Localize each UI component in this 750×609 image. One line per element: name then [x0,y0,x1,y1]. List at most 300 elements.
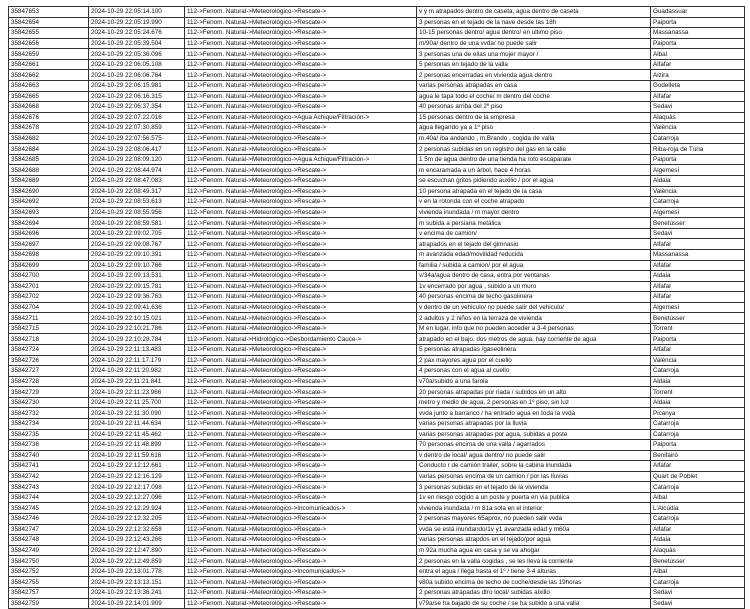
municipality-cell: Quart de Poblet [651,471,745,482]
category-cell: 112->Fenom. Natural->Meteorológico->Rescate-> [185,429,417,440]
table-row [9,471,745,482]
incident-id-cell: 35842747 [9,524,89,535]
incident-id-cell: 35842729 [9,387,89,398]
timestamp-cell: 2024-10-29 22:11:25.700 [89,397,185,408]
timestamp-cell: 2024-10-29 22:08:49.317 [89,186,185,197]
category-cell: 112->Fenom. Natural->Meteorológico->Rescate-> [185,366,417,377]
timestamp-cell: 2024-10-29 22:05:39.504 [89,38,185,49]
timestamp-cell: 2024-10-29 22:10:28.784 [89,334,185,345]
incident-id-cell: 35842689 [9,176,89,187]
table-row [9,292,745,303]
description-cell: v encima de camión/ [417,228,651,239]
category-cell: 112->Fenom. Natural->Meteorológico->Rescate-> [185,70,417,81]
timestamp-cell: 2024-10-29 22:11:20.982 [89,366,185,377]
category-cell: 112->Fenom. Natural->Meteorológico->Rescate-> [185,28,417,39]
timestamp-cell: 2024-10-29 22:07:56.575 [89,133,185,144]
description-cell: v80a subido encima de techo de coche/desde las 19horas [417,577,651,588]
description-cell: 2 personas mayores 65aprox, no pueden salir vvda [417,514,651,525]
municipality-cell: Benetússer [651,556,745,567]
category-cell: 112->Fenom. Natural->Meteorológico->Rescate-> [185,281,417,292]
municipality-cell: Sedavi [651,587,745,598]
municipality-cell: Paiporta [651,38,745,49]
incident-id-cell: 35842741 [9,461,89,472]
incident-id-cell: 35842700 [9,271,89,282]
table-row [9,186,745,197]
table-row [9,302,745,313]
incident-table-body [9,7,745,609]
timestamp-cell: 2024-10-29 22:05:14.100 [89,7,185,18]
category-cell: 112->Fenom. Natural->Meteorológico->Rescate-> [185,535,417,546]
category-cell: 112->Fenom. Natural->Meteorológico->Rescate-> [185,492,417,503]
table-row [9,281,745,292]
category-cell: 112->Fenom. Natural->Meteorológico->Rescate-> [185,49,417,60]
incident-id-cell: 35842662 [9,70,89,81]
table-row [9,514,745,525]
description-cell: varias personas atrapadas por agua, subidas a poste [417,429,651,440]
municipality-cell: Albal [651,492,745,503]
incident-id-cell: 35842757 [9,587,89,598]
municipality-cell: Catarroja [651,482,745,493]
table-row [9,133,745,144]
municipality-cell: Albal [651,566,745,577]
municipality-cell: Paiporta [651,154,745,165]
table-row [9,461,745,472]
category-cell: 112->Fenom. Natural->Meteorológico->Rescate-> [185,80,417,91]
description-cell: agua le tapa todo el coche/ m dentro del coche [417,91,651,102]
timestamp-cell: 2024-10-29 22:12:29.924 [89,503,185,514]
incident-id-cell: 35842665 [9,91,89,102]
municipality-cell: Sedavi [651,598,745,609]
municipality-cell: Godelleta [651,80,745,91]
category-cell: 112->Fenom. Natural->Meteorológico->Agua Achique/Filtración-> [185,154,417,165]
municipality-cell: Algemesí [651,302,745,313]
incident-id-cell: 35842699 [9,260,89,271]
description-cell: v dentro de un vehiculo/ no puede salir del vehiculo/ [417,302,651,313]
category-cell: 112->Fenom. Natural->Meteorológico->Rescate-> [185,176,417,187]
municipality-cell: Catarroja [651,429,745,440]
table-row [9,545,745,556]
incident-id-cell: 35842715 [9,323,89,334]
category-cell: 112->Fenom. Natural->Meteorológico->Rescate-> [185,249,417,260]
description-cell: 1v en riesgo cogido a un poste y puerta en via publica [417,492,651,503]
timestamp-cell: 2024-10-29 22:09:10.391 [89,249,185,260]
timestamp-cell: 2024-10-29 22:08:59.581 [89,218,185,229]
table-row [9,535,745,546]
category-cell: 112->Fenom. Natural->Meteorológico->Rescate-> [185,397,417,408]
table-row [9,397,745,408]
category-cell: 112->Fenom. Natural->Meteorológico->Rescate-> [185,376,417,387]
table-row [9,524,745,535]
municipality-cell: Alfafar [651,345,745,356]
category-cell: 112->Fenom. Natural->Meteorológico->Rescate-> [185,186,417,197]
table-row [9,429,745,440]
incident-id-cell: 35842692 [9,197,89,208]
description-cell: 4 personas con el agua al cuello [417,366,651,377]
municipality-cell: Aldaia [651,535,745,546]
incident-id-cell: 35842682 [9,133,89,144]
table-row [9,80,745,91]
municipality-cell: Algemesí [651,207,745,218]
municipality-cell: Catarroja [651,133,745,144]
timestamp-cell: 2024-10-29 22:06:06.764 [89,70,185,81]
incident-id-cell: 35842656 [9,38,89,49]
timestamp-cell: 2024-10-29 22:06:15.981 [89,80,185,91]
category-cell: 112->Fenom. Natural->Meteorológico->Rescate-> [185,323,417,334]
table-row [9,102,745,113]
timestamp-cell: 2024-10-29 22:12:12.661 [89,461,185,472]
incident-id-cell: 35842743 [9,482,89,493]
timestamp-cell: 2024-10-29 22:09:10.766 [89,260,185,271]
municipality-cell: Paiporta [651,334,745,345]
timestamp-cell: 2024-10-29 22:06:16.315 [89,91,185,102]
category-cell: 112->Fenom. Natural->Meteorológico->Rescate-> [185,260,417,271]
municipality-cell: Alfafar [651,461,745,472]
timestamp-cell: 2024-10-29 22:09:36.763 [89,292,185,303]
incident-id-cell: 35842696 [9,228,89,239]
category-cell: 112->Fenom. Natural->Meteorológico->Rescate-> [185,598,417,609]
incident-id-cell: 35842684 [9,144,89,155]
table-row [9,207,745,218]
incident-id-cell: 35842732 [9,408,89,419]
timestamp-cell: 2024-10-29 22:09:02.705 [89,228,185,239]
table-row [9,112,745,123]
description-cell: 10-15 personas dentro/ agua dentro/ en ultimo piso [417,28,651,39]
municipality-cell: Alfafar [651,239,745,250]
category-cell: 112->Fenom. Natural->Hidrológico->Desbordamiento Cauce-> [185,334,417,345]
table-row [9,323,745,334]
table-row [9,249,745,260]
incident-id-cell: 35842701 [9,281,89,292]
timestamp-cell: 2024-10-29 22:08:06.417 [89,144,185,155]
municipality-cell: Catarroja [651,514,745,525]
table-row [9,345,745,356]
description-cell: Conducto r de camión trailer, sobre la cabina inundada [417,461,651,472]
municipality-cell: Aldaia [651,176,745,187]
incident-id-cell: 35842693 [9,207,89,218]
category-cell: 112->Fenom. Natural->Meteorológico->Rescate-> [185,218,417,229]
incident-id-cell: 35842734 [9,418,89,429]
timestamp-cell: 2024-10-29 22:13:13.151 [89,577,185,588]
municipality-cell: Riba-roja de Túria [651,144,745,155]
municipality-cell: Catarroja [651,577,745,588]
description-cell: m 92a mucha agua en casa y se va ahogar [417,545,651,556]
category-cell: 112->Fenom. Natural->Meteorológico->Rescate-> [185,271,417,282]
table-row [9,334,745,345]
description-cell: vivienda inundada / m mayor dentro [417,207,651,218]
timestamp-cell: 2024-10-29 22:12:43.266 [89,535,185,546]
description-cell: 40 personas encima de techo gasolinera [417,292,651,303]
table-row [9,587,745,598]
timestamp-cell: 2024-10-29 22:11:45.462 [89,429,185,440]
timestamp-cell: 2024-10-29 22:05:36.096 [89,49,185,60]
timestamp-cell: 2024-10-29 22:06:37.354 [89,102,185,113]
description-cell: varias personas atrapadas en casa [417,80,651,91]
incident-id-cell: 35842730 [9,397,89,408]
category-cell: 112->Fenom. Natural->Meteorológico->Rescate-> [185,418,417,429]
table-row [9,123,745,134]
timestamp-cell: 2024-10-29 22:11:30.090 [89,408,185,419]
incident-id-cell: 35842655 [9,28,89,39]
table-row [9,239,745,250]
description-cell: atrapado en el bajo. dos metros de agua. hay corriente de agua [417,334,651,345]
timestamp-cell: 2024-10-29 22:14:01.909 [89,598,185,609]
timestamp-cell: 2024-10-29 22:12:16.129 [89,471,185,482]
timestamp-cell: 2024-10-29 22:05:19.990 [89,17,185,28]
description-cell: m/90a/ dentro de una vvda/ no puede salir [417,38,651,49]
timestamp-cell: 2024-10-29 22:09:08.767 [89,239,185,250]
timestamp-cell: 2024-10-29 22:11:17.179 [89,355,185,366]
description-cell: varias personas atrapdos en el tejado/por agua [417,535,651,546]
incident-id-cell: 35842752 [9,566,89,577]
table-row [9,482,745,493]
incident-id-cell: 35842724 [9,345,89,356]
municipality-cell: València [651,355,745,366]
municipality-cell: Catarroja [651,197,745,208]
table-row [9,7,745,18]
table-row [9,492,745,503]
description-cell: vivienda inundada / m 81a sola en el interior [417,503,651,514]
category-cell: 112->Fenom. Natural->Meteorológico->Rescate-> [185,450,417,461]
incident-id-cell: 35842726 [9,355,89,366]
timestamp-cell: 2024-10-29 22:12:17.098 [89,482,185,493]
table-row [9,260,745,271]
table-row [9,566,745,577]
incident-id-cell: 35842685 [9,154,89,165]
table-row [9,450,745,461]
table-row [9,418,745,429]
incident-id-cell: 35842690 [9,186,89,197]
incident-id-cell: 35842759 [9,598,89,609]
timestamp-cell: 2024-10-29 22:11:13.483 [89,345,185,356]
description-cell: v en la rotonda con el coche atrapado [417,197,651,208]
municipality-cell: Paiporta [651,17,745,28]
municipality-cell: Massanassa [651,249,745,260]
municipality-cell: Benetússer [651,218,745,229]
timestamp-cell: 2024-10-29 22:13:01.778 [89,566,185,577]
category-cell: 112->Fenom. Natural->Meteorológico->Rescate-> [185,17,417,28]
incident-id-cell: 35842735 [9,429,89,440]
incident-id-cell: 35842746 [9,514,89,525]
municipality-cell: Aldaia [651,397,745,408]
incident-id-cell: 35842702 [9,292,89,303]
timestamp-cell: 2024-10-29 22:12:32.205 [89,514,185,525]
incident-id-cell: 35842749 [9,545,89,556]
municipality-cell: Alfafar [651,59,745,70]
description-cell: 2 adultos y 2 niños en la terraza de vivienda [417,313,651,324]
table-row [9,38,745,49]
category-cell: 112->Fenom. Natural->Meteorológico->Rescate-> [185,440,417,451]
municipality-cell: València [651,123,745,134]
category-cell: 112->Fenom. Natural->Meteorológico->Rescate-> [185,7,417,18]
table-row [9,70,745,81]
category-cell: 112->Fenom. Natural->Meteorológico->Rescate-> [185,292,417,303]
incident-id-cell: 35842663 [9,80,89,91]
category-cell: 112->Fenom. Natural->Meteorológico->Rescate-> [185,545,417,556]
category-cell: 112->Fenom. Natural->Meteorológico->Rescate-> [185,587,417,598]
description-cell: vvda se está inundando/1v y1 avanzada edad y m60a [417,524,651,535]
description-cell: m.40a/ iba andando , m.Brando , cogida de valla [417,133,651,144]
incident-id-cell: 35842728 [9,376,89,387]
description-cell: 20 personas atrapadas por riada / subidos en un alto [417,387,651,398]
description-cell: v dentro de local/ agua dentro/ no puede salir [417,450,651,461]
municipality-cell: Massanassa [651,28,745,39]
description-cell: 1v encerrado por agua , subido a un muro [417,281,651,292]
description-cell: 3 personas en el tejado de la nave desde las 18h [417,17,651,28]
incident-id-cell: 35842676 [9,112,89,123]
category-cell: 112->Fenom. Natural->Meteorológico->Rescate-> [185,239,417,250]
table-row [9,91,745,102]
category-cell: 112->Fenom. Natural->Meteorológico->Rescate-> [185,482,417,493]
incident-id-cell: 35847653 [9,7,89,18]
category-cell: 112->Fenom. Natural->Meteorológico->Agua Achique/Filtración-> [185,112,417,123]
timestamp-cell: 2024-10-29 22:09:13.531 [89,271,185,282]
timestamp-cell: 2024-10-29 22:08:53.613 [89,197,185,208]
incident-id-cell: 35842704 [9,302,89,313]
description-cell: familia / subida a camion/ por el agua [417,260,651,271]
description-cell: atrapados en el tejado del gimnasio [417,239,651,250]
category-cell: 112->Fenom. Natural->Meteorológico->Rescate-> [185,197,417,208]
description-cell: 10 persona atrapada en el tejado de la casa [417,186,651,197]
category-cell: 112->Fenom. Natural->Meteorológico->Rescate-> [185,355,417,366]
timestamp-cell: 2024-10-29 22:06:05.108 [89,59,185,70]
description-cell: 15 personas dentro de la empresa [417,112,651,123]
description-cell: entra el agua / llega hasta el 1º / tiene 3-4 alturas [417,566,651,577]
description-cell: 70 personas encima de una valla / agarrados [417,440,651,451]
municipality-cell: Benifairó [651,450,745,461]
table-row [9,271,745,282]
description-cell: se escuchan gritos pidiendo auxilio / por el agua [417,176,651,187]
category-cell: 112->Fenom. Natural->Meteorológico->Rescate-> [185,144,417,155]
description-cell: 2 personas atrapadas dtro local/ subidas alxillo [417,587,651,598]
description-cell: 5 personas en tejado de la valla [417,59,651,70]
category-cell: 112->Fenom. Natural->Meteorológico->Rescate-> [185,556,417,567]
municipality-cell: Paiporta [651,440,745,451]
table-row [9,218,745,229]
category-cell: 112->Fenom. Natural->Meteorológico->Rescate-> [185,59,417,70]
municipality-cell: Aldaia [651,376,745,387]
incident-id-cell: 35842745 [9,503,89,514]
category-cell: 112->Fenom. Natural->Meteorológico->Rescate-> [185,514,417,525]
incident-id-cell: 35842697 [9,239,89,250]
description-cell: varias personas encima de un camion / por las lluvias [417,471,651,482]
timestamp-cell: 2024-10-29 22:12:49.859 [89,556,185,567]
incident-id-cell: 35842688 [9,165,89,176]
description-cell: 3 personas subidas en el tejado de la vivienda [417,482,651,493]
category-cell: 112->Fenom. Natural->Meteorológico->Rescate-> [185,302,417,313]
incident-id-cell: 35842718 [9,334,89,345]
timestamp-cell: 2024-10-29 22:08:09.120 [89,154,185,165]
timestamp-cell: 2024-10-29 22:11:21.841 [89,376,185,387]
timestamp-cell: 2024-10-29 22:11:23.966 [89,387,185,398]
category-cell: 112->Fenom. Natural->Meteorológico->Rescate-> [185,408,417,419]
timestamp-cell: 2024-10-29 22:08:47.083 [89,176,185,187]
category-cell: 112->Fenom. Natural->Meteorológico->Rescate-> [185,133,417,144]
municipality-cell: L'Alcúdia [651,503,745,514]
incident-log-page [8,6,744,609]
incident-id-cell: 35842742 [9,471,89,482]
table-row [9,59,745,70]
municipality-cell: València [651,186,745,197]
municipality-cell: Catarroja [651,418,745,429]
incident-id-cell: 35842740 [9,450,89,461]
timestamp-cell: 2024-10-29 22:09:41.636 [89,302,185,313]
category-cell: 112->Fenom. Natural->Meteorológico->Rescate-> [185,313,417,324]
description-cell: varias personas atrapadas por la lluvia [417,418,651,429]
description-cell: agua llegando ya a 1º piso [417,123,651,134]
table-row [9,176,745,187]
table-row [9,17,745,28]
category-cell: 112->Fenom. Natural->Meteorológico->Incomunicados-> [185,566,417,577]
description-cell: m encaramada a un árbol, hace 4 horas [417,165,651,176]
description-cell: 2 pax mayores agua por el cuello [417,355,651,366]
description-cell: M en lugar, info que no pueden acceder a 3-4 personas [417,323,651,334]
description-cell: v/34a/agua dentro de casa, entra por ventanas [417,271,651,282]
incident-id-cell: 35842755 [9,577,89,588]
table-row [9,49,745,60]
category-cell: 112->Fenom. Natural->Meteorológico->Rescate-> [185,38,417,49]
description-cell: 3 personas una de ellas una mujer mayor / [417,49,651,60]
municipality-cell: Picanya [651,408,745,419]
table-row [9,503,745,514]
description-cell: 40 personas arriba del 2º piso [417,102,651,113]
description-cell: m avanzada edad/movilidad reducida [417,249,651,260]
incident-id-cell: 35842659 [9,49,89,60]
incident-id-cell: 35842750 [9,556,89,567]
municipality-cell: Catarroja [651,366,745,377]
description-cell: v y m atrapados dentro de caseta, agua dentro de caseta [417,7,651,18]
municipality-cell: Aldaia [651,271,745,282]
table-row [9,408,745,419]
description-cell: vvda junto a barranco / ha entrado agua en toda la vvda [417,408,651,419]
category-cell: 112->Fenom. Natural->Meteorológico->Rescate-> [185,102,417,113]
category-cell: 112->Fenom. Natural->Meteorológico->Rescate-> [185,387,417,398]
category-cell: 112->Fenom. Natural->Meteorológico->Rescate-> [185,91,417,102]
category-cell: 112->Fenom. Natural->Meteorológico->Rescate-> [185,345,417,356]
table-row [9,598,745,609]
category-cell: 112->Fenom. Natural->Meteorológico->Rescate-> [185,461,417,472]
table-row [9,228,745,239]
municipality-cell: Alfafar [651,524,745,535]
incident-id-cell: 35842727 [9,366,89,377]
category-cell: 112->Fenom. Natural->Meteorológico->Rescate-> [185,165,417,176]
incident-id-cell: 35842661 [9,59,89,70]
timestamp-cell: 2024-10-29 22:11:48.899 [89,440,185,451]
timestamp-cell: 2024-10-29 22:12:47.890 [89,545,185,556]
category-cell: 112->Fenom. Natural->Meteorológico->Rescate-> [185,228,417,239]
municipality-cell: Alzira [651,70,745,81]
municipality-cell: Alfafar [651,260,745,271]
description-cell: metro y medio de agua, 2 personas en 1º piso, sin luz [417,397,651,408]
category-cell: 112->Fenom. Natural->Meteorológico->Incomunicados-> [185,503,417,514]
table-row [9,313,745,324]
municipality-cell: Alaquàs [651,112,745,123]
municipality-cell: Guadassuar [651,7,745,18]
timestamp-cell: 2024-10-29 22:13:36.241 [89,587,185,598]
municipality-cell: Torrent [651,323,745,334]
category-cell: 112->Fenom. Natural->Meteorológico->Rescate-> [185,207,417,218]
incident-id-cell: 35842668 [9,102,89,113]
incident-id-cell: 35842744 [9,492,89,503]
description-cell: 2 personas encerradas en vivienda agua dentro [417,70,651,81]
table-row [9,197,745,208]
category-cell: 112->Fenom. Natural->Meteorológico->Rescate-> [185,471,417,482]
incident-id-cell: 35842736 [9,440,89,451]
description-cell: 2 personas en la valla cogidas , se les lleva la corriente [417,556,651,567]
table-row [9,154,745,165]
description-cell: 1 5m de agua dentro de una tienda ha roto escaparate [417,154,651,165]
table-row [9,440,745,451]
timestamp-cell: 2024-10-29 22:10:15.021 [89,313,185,324]
